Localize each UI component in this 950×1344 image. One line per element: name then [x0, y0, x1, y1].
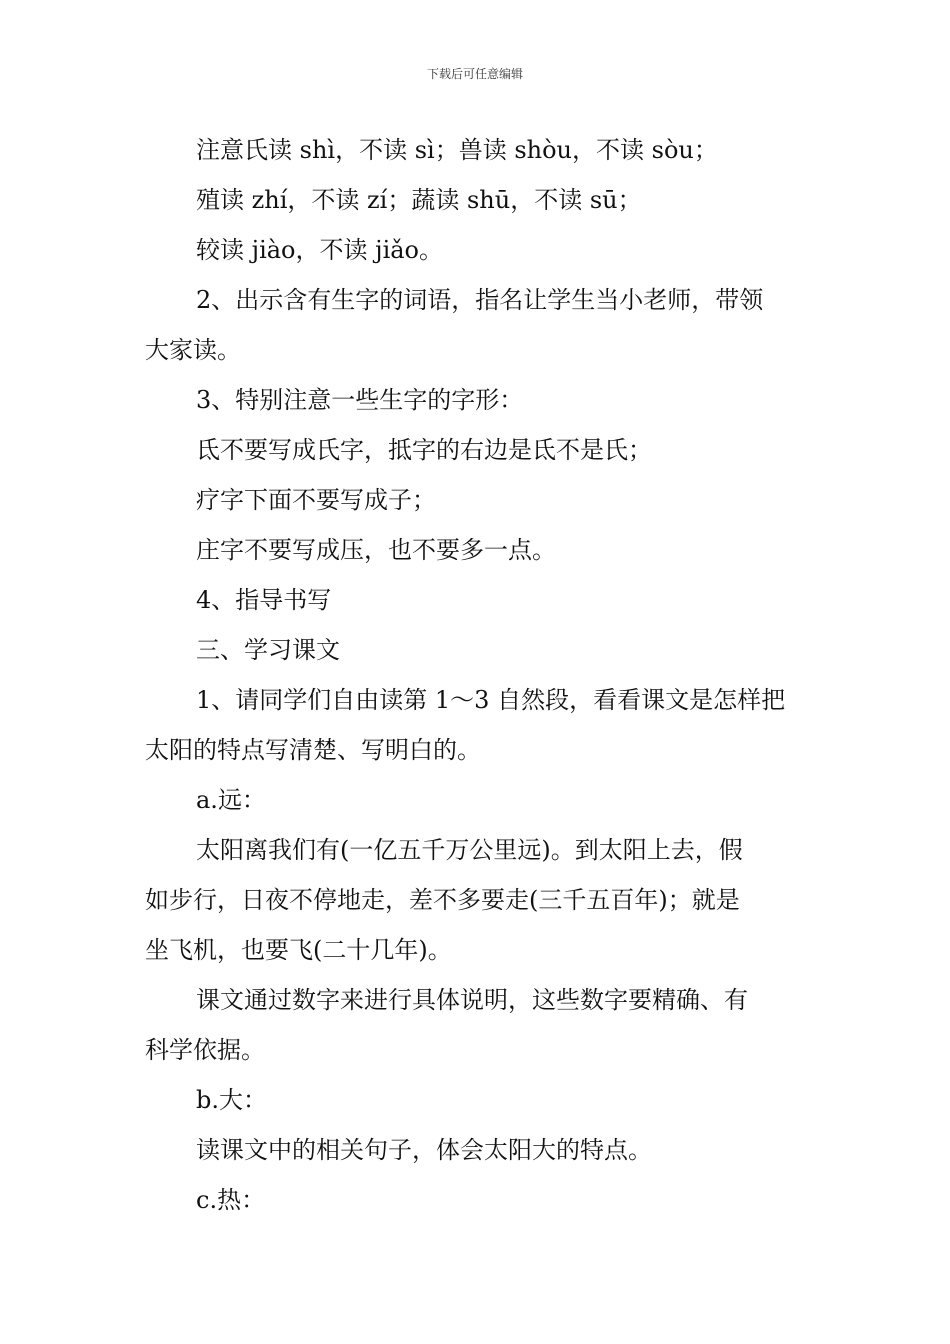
- paragraph: [145, 1175, 807, 1225]
- paragraph-line: b.大：: [196, 1086, 267, 1114]
- paragraph-line: 4、指导书写: [196, 586, 332, 614]
- page-header-note: 下载后可任意编辑: [426, 67, 523, 81]
- paragraph: [145, 175, 807, 225]
- paragraph-line: 如步行，日夜不停地走，差不多要走(三千五百年)；就是: [145, 886, 740, 914]
- paragraph-line: 科学依据。: [145, 1036, 265, 1064]
- paragraph: [145, 225, 807, 275]
- paragraph: [145, 475, 807, 525]
- paragraph-line: 殖读 zhí，不读 zí；蔬读 shū，不读 sū；: [196, 186, 642, 214]
- paragraph-line: 三、学习课文: [196, 636, 340, 664]
- paragraph: [145, 375, 807, 425]
- paragraph-line: 读课文中的相关句子，体会太阳大的特点。: [196, 1136, 652, 1164]
- paragraph-line: c.热：: [196, 1186, 266, 1214]
- paragraph: [145, 575, 807, 625]
- paragraph-line: 2、出示含有生字的词语，指名让学生当小老师，带领: [196, 286, 764, 314]
- paragraph-line: 3、特别注意一些生字的字形：: [196, 386, 524, 414]
- paragraph-line: 太阳离我们有(一亿五千万公里远)。到太阳上去，假: [196, 836, 743, 864]
- paragraph: [145, 125, 807, 175]
- paragraph: [145, 975, 807, 1075]
- paragraph-line: 大家读。: [145, 336, 241, 364]
- paragraph: [145, 675, 807, 775]
- paragraph-line: a.远：: [196, 786, 266, 814]
- paragraph: [145, 425, 807, 475]
- document-body: [145, 125, 807, 1225]
- paragraph: [145, 1075, 807, 1125]
- paragraph: [145, 775, 807, 825]
- paragraph-line: 较读 jiào，不读 jiǎo。: [196, 236, 444, 264]
- paragraph-line: 庄字不要写成压，也不要多一点。: [196, 536, 556, 564]
- paragraph-line: 疗字下面不要写成子；: [196, 486, 436, 514]
- paragraph-line: 课文通过数字来进行具体说明，这些数字要精确、有: [196, 986, 748, 1014]
- paragraph: [145, 1125, 807, 1175]
- paragraph-line: 氐不要写成氏字，抵字的右边是氐不是氏；: [196, 436, 652, 464]
- paragraph-line: 1、请同学们自由读第 1～3 自然段，看看课文是怎样把: [196, 686, 786, 714]
- paragraph: [145, 525, 807, 575]
- paragraph-line: 坐飞机，也要飞(二十几年)。: [145, 936, 452, 964]
- paragraph-line: 太阳的特点写清楚、写明白的。: [145, 736, 481, 764]
- paragraph: [145, 825, 807, 975]
- paragraph: [145, 625, 807, 675]
- paragraph-line: 注意氏读 shì，不读 sì；兽读 shòu，不读 sòu；: [196, 136, 718, 164]
- paragraph: [145, 275, 807, 375]
